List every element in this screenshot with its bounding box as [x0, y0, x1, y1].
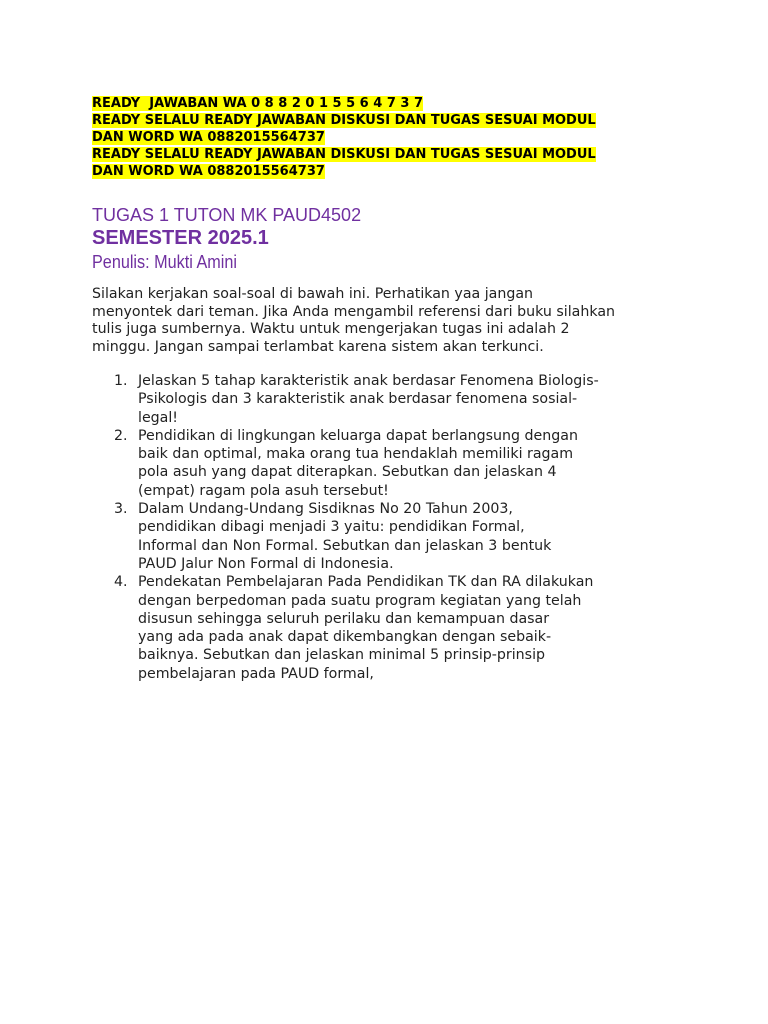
question-list: [92, 372, 622, 683]
question-item: [92, 427, 622, 500]
question-line: Pendidikan di lingkungan keluarga dapat berlangsung dengan: [138, 427, 578, 444]
question-number: 2.: [114, 427, 128, 444]
intro-line: minggu. Jangan sampai terlambat karena sistem akan terkunci.: [92, 338, 544, 355]
promo-line: DAN WORD WA 0882015564737: [92, 164, 325, 179]
question-line: Psikologis dan 3 karakteristik anak berdasar fenomena sosial-: [138, 391, 578, 408]
question-number: 4.: [114, 574, 128, 591]
question-line: pola asuh yang dapat diterapkan. Sebutkan dan jelaskan 4: [138, 464, 557, 481]
question-line: Informal dan Non Formal. Sebutkan dan jelaskan 3 bentuk: [138, 537, 552, 554]
promo-line: READY SELALU READY JAWABAN DISKUSI DAN TUGAS SESUAI MODUL: [92, 147, 596, 162]
intro-line: Silakan kerjakan soal-soal di bawah ini. Perhatikan yaa jangan: [92, 286, 534, 302]
question-line: yang ada pada anak dapat dikembangkan dengan sebaik-: [138, 629, 552, 646]
question-line: Jelaskan 5 tahap karakteristik anak berdasar Fenomena Biologis-: [138, 373, 599, 389]
intro-line: menyontek dari teman. Jika Anda mengambil referensi dari buku silahkan: [92, 303, 616, 320]
question-line: pendidikan dibagi menjadi 3 yaitu: pendidikan Formal,: [138, 519, 525, 536]
document-title: TUGAS 1 TUTON MK PAUD4502: [92, 205, 362, 225]
semester-label: SEMESTER 2025.1: [92, 227, 269, 249]
question-line: disusun sehingga seluruh perilaku dan kemampuan dasar: [138, 610, 550, 627]
question-number: 1.: [114, 373, 128, 389]
question-line: pembelajaran pada PAUD formal,: [138, 665, 374, 682]
question-line: dengan berpedoman pada suatu program kegiatan yang telah: [138, 592, 582, 609]
promo-line: DAN WORD WA 0882015564737: [92, 130, 325, 145]
question-line: baik dan optimal, maka orang tua hendaklah memiliki ragam: [138, 446, 574, 463]
question-line: Dalam Undang-Undang Sisdiknas No 20 Tahun 2003,: [138, 501, 513, 518]
question-item: [92, 500, 622, 573]
question-line: PAUD Jalur Non Formal di Indonesia.: [138, 555, 394, 572]
question-line: baiknya. Sebutkan dan jelaskan minimal 5 prinsip-prinsip: [138, 647, 546, 664]
promo-line: READY SELALU READY JAWABAN DISKUSI DAN TUGAS SESUAI MODUL: [92, 113, 596, 128]
question-line: legal!: [138, 409, 178, 426]
question-line: (empat) ragam pola asuh tersebut!: [138, 482, 389, 499]
promo-banner: [92, 95, 662, 180]
promo-line: READY JAWABAN WA 0 8 8 2 0 1 5 5 6 4 7 3 7: [92, 96, 424, 111]
intro-paragraph: [92, 286, 657, 356]
intro-line: tulis juga sumbernya. Waktu untuk mengerjakan tugas ini adalah 2: [92, 321, 570, 337]
document-header: [92, 204, 361, 274]
question-item: [92, 372, 622, 427]
author-label: Penulis: Mukti Amini: [92, 252, 237, 272]
question-item: [92, 573, 622, 683]
question-line: Pendekatan Pembelajaran Pada Pendidikan TK dan RA dilakukan: [138, 574, 594, 591]
question-number: 3.: [114, 501, 128, 518]
